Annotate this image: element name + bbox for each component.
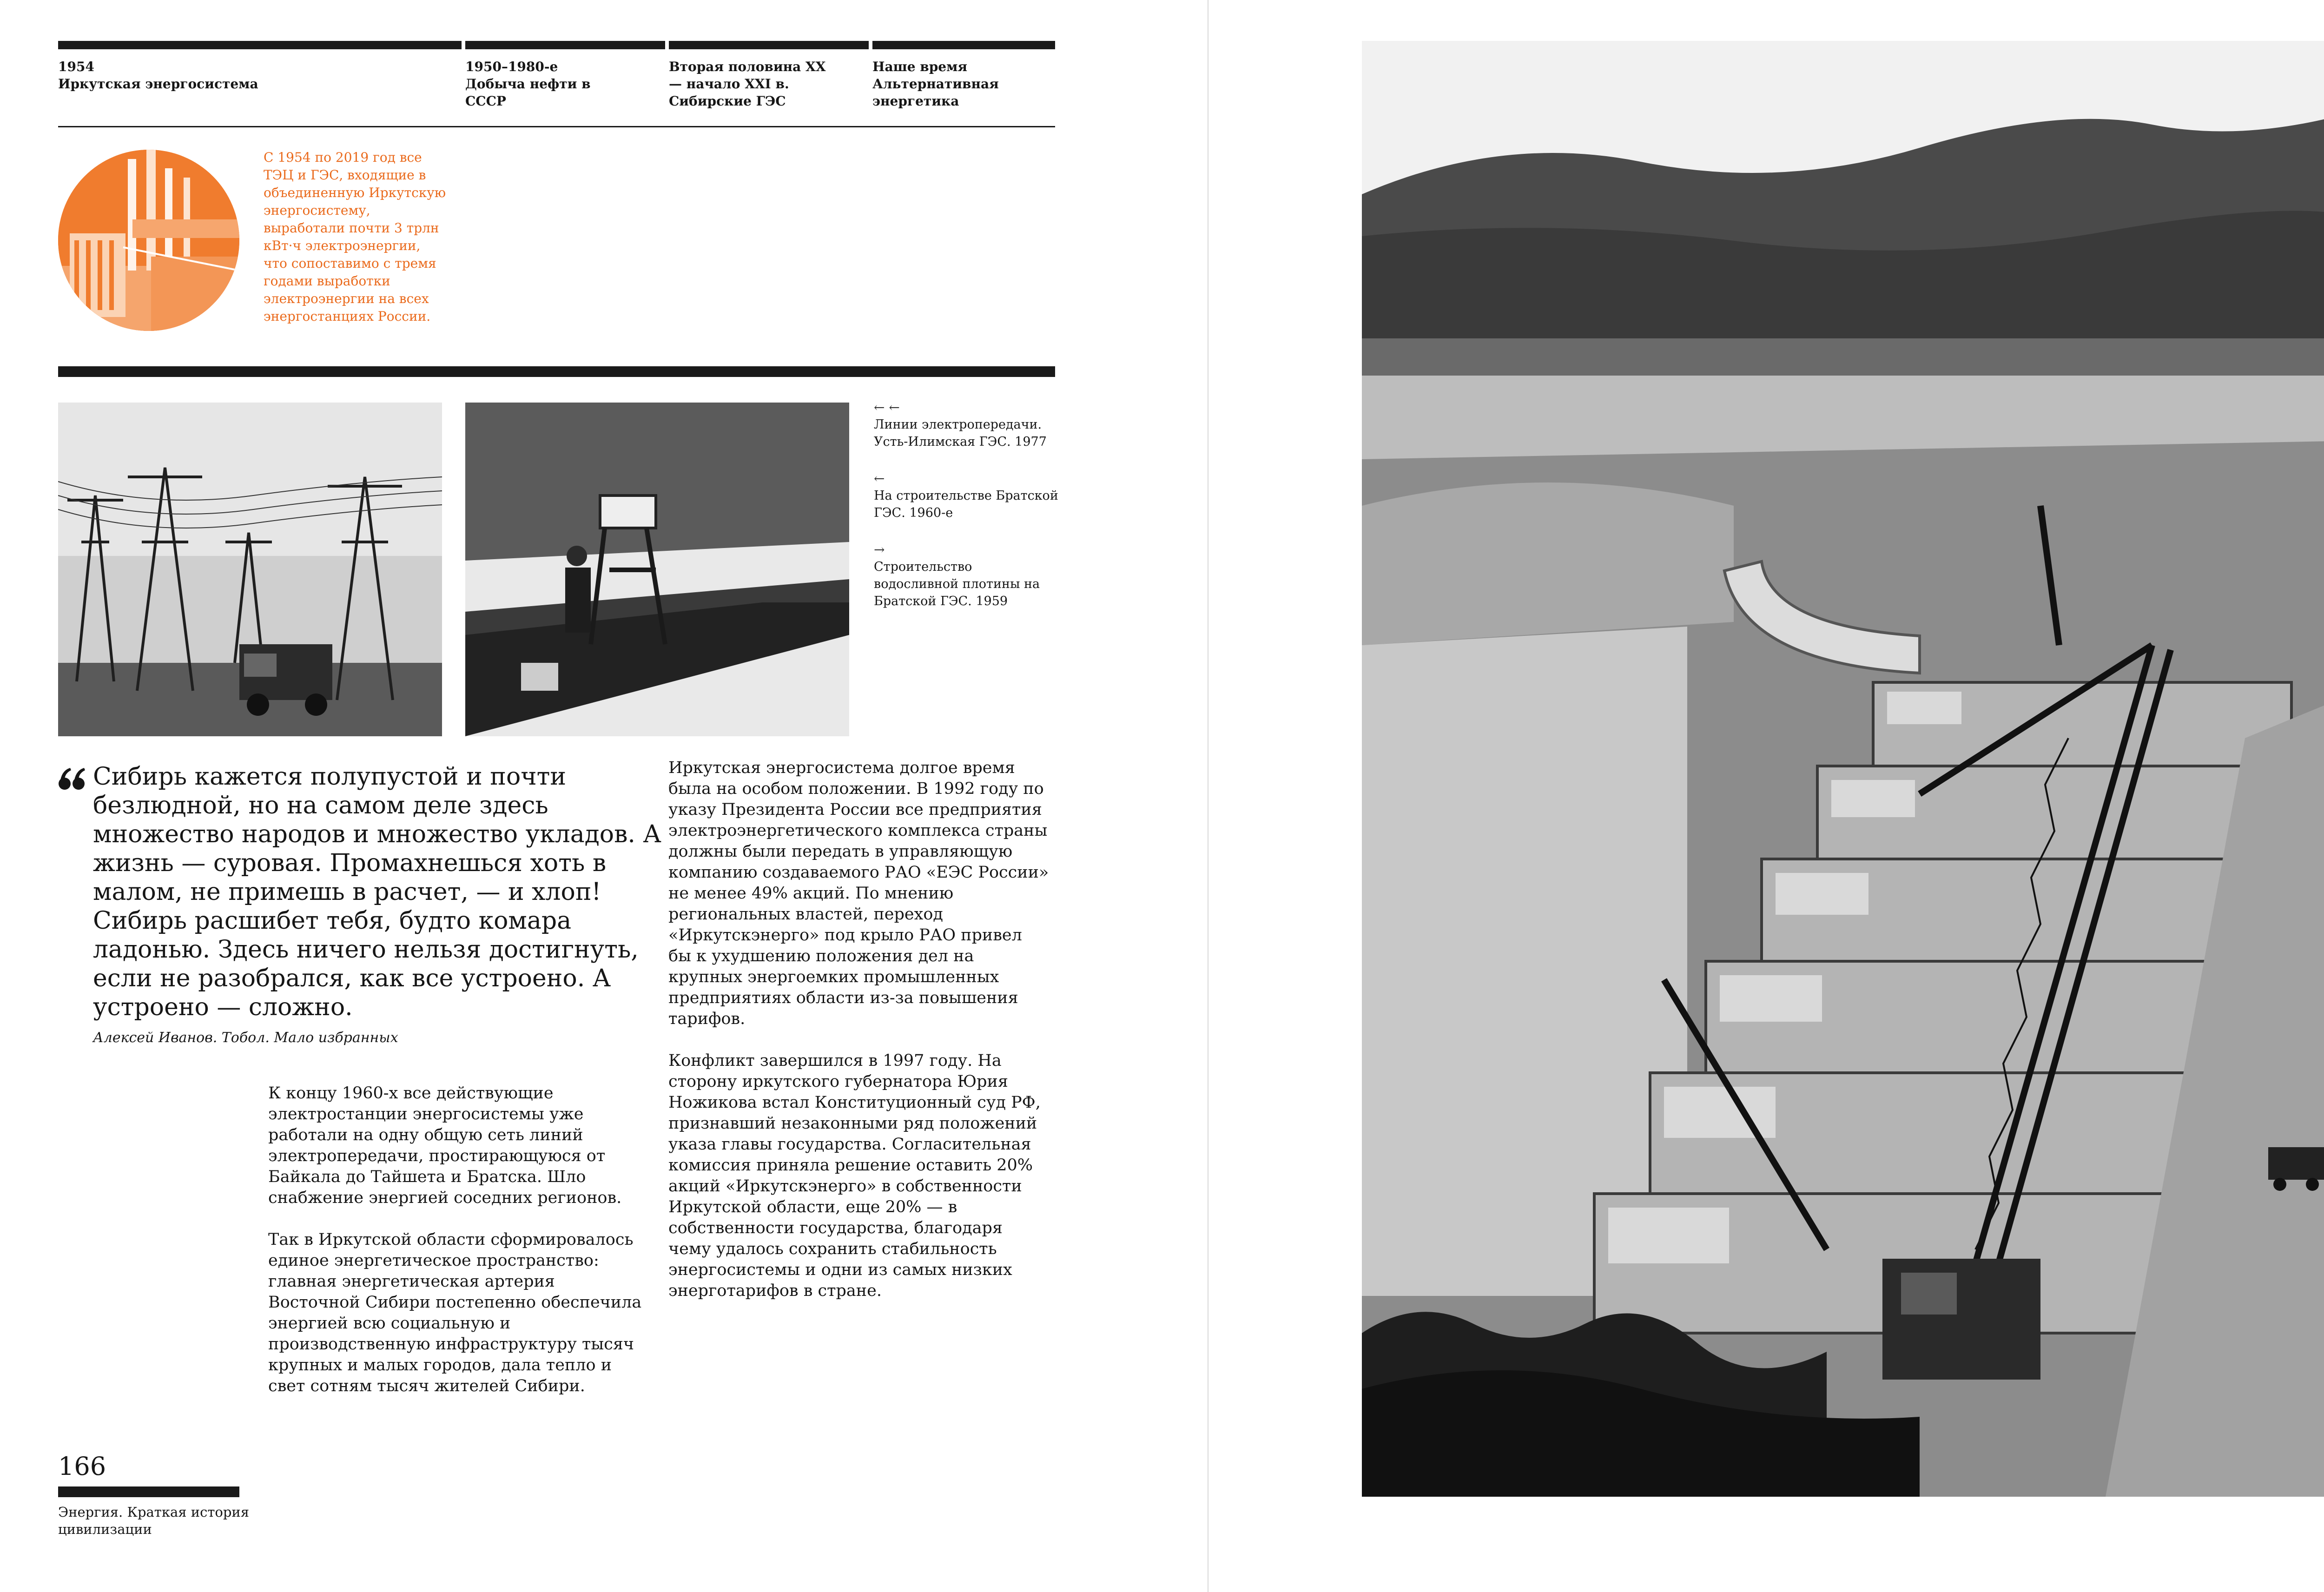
body-column-left bbox=[268, 1083, 645, 1418]
timeline-item-1 bbox=[58, 58, 453, 92]
photo-bratsk-dam-construction bbox=[1362, 41, 2324, 1497]
paragraph: Конфликт завершился в 1997 году. На сторону иркутского губернатора Юрия Ножикова встал Конституционный суд РФ, признавший незаконными ряд положений указа главы государства. Согласительная комиссия приняла решение оставить 20% акций «Иркутскэнерго» в собственности Иркутской области, еще 20% — в собственности государства, благодаря чему удалось сохранить стабильность энергосистемы и одни из самых низких энерготарифов в стране. bbox=[668, 1051, 1041, 1300]
caption-1 bbox=[874, 399, 1060, 450]
caption-text: Строительство водосливной плотины на Братской ГЭС. 1959 bbox=[874, 560, 1040, 608]
timeline-bar-2 bbox=[465, 41, 665, 49]
running-title: Энергия. Краткая история цивилизации bbox=[58, 1504, 250, 1537]
photo-captions bbox=[874, 399, 1060, 629]
timeline-year: Наше время bbox=[872, 59, 968, 74]
timeline-bar-4 bbox=[872, 41, 1055, 49]
section-divider bbox=[58, 366, 1055, 377]
photo-power-lines bbox=[58, 403, 442, 736]
caption-text: Линии электропередачи. Усть-Илимская ГЭС. 1977 bbox=[874, 417, 1047, 449]
timeline-label: Альтернативная энергетика bbox=[872, 76, 999, 109]
timeline-item-3 bbox=[669, 58, 841, 110]
quote-source: Алексей Иванов. Тобол. Мало избранных bbox=[93, 1030, 398, 1046]
photo-worker-at-dam bbox=[465, 403, 849, 736]
body-column-right bbox=[668, 758, 1050, 1322]
right-page bbox=[1208, 0, 2324, 1592]
timeline-item-2 bbox=[465, 58, 605, 110]
timeline-year: 1950–1980-е bbox=[465, 59, 558, 74]
timeline-item-4 bbox=[872, 58, 1012, 110]
timeline-year: Вторая половина XX — начало XXI в. bbox=[669, 59, 826, 92]
timeline-bar-1 bbox=[58, 41, 462, 49]
quote-mark-icon bbox=[58, 766, 85, 793]
stat-callout: С 1954 по 2019 год все ТЭЦ и ГЭС, входящие в объединенную Иркутскую энергосистему, выработали почти 3 трлн кВт·ч электроэнергии, что сопоставимо с тремя годами выработки электроэнергии на всех энергостанциях России. bbox=[264, 150, 446, 324]
caption-3 bbox=[874, 541, 1060, 610]
page-number: 166 bbox=[58, 1452, 106, 1481]
caption-text: На строительстве Братской ГЭС. 1960-е bbox=[874, 489, 1058, 520]
arrow-left-double-icon: ← ← bbox=[874, 400, 900, 415]
timeline-year: 1954 bbox=[58, 59, 94, 74]
timeline-label: Добыча нефти в СССР bbox=[465, 76, 591, 109]
timeline-label: Иркутская энергосистема bbox=[58, 76, 258, 92]
arrow-left-icon: ← bbox=[874, 471, 885, 486]
folio-bar bbox=[58, 1486, 239, 1497]
arrow-right-icon: → bbox=[874, 542, 885, 557]
power-plant-orange-image bbox=[58, 150, 239, 331]
caption-2 bbox=[874, 470, 1060, 522]
timeline-bar-3 bbox=[669, 41, 869, 49]
pull-quote: Сибирь кажется полупустой и почти безлюдной, но на самом деле здесь множество народов и множество укладов. А жизнь — суровая. Промахнешься хоть в малом, не примешь в расчет, — и хлоп! Сибирь расшибет тебя, будто комара ладонью. Здесь ничего нельзя достигнуть, если не разобрался, как все устроено. А устроено — сложно. bbox=[93, 763, 661, 1021]
paragraph: К концу 1960-х все действующие электростанции энергосистемы уже работали на одну общую сеть линий электропередачи, простирающуюся от Байкала до Тайшета и Братска. Шло снабжение энергией соседних регионов. bbox=[268, 1084, 622, 1207]
timeline-rule bbox=[58, 126, 1055, 127]
paragraph: Так в Иркутской области сформировалось единое энергетическое пространство: главная энергетическая артерия Восточной Сибири постепенно обеспечила энергией всю социальную и производственную инфраструктуру тысяч крупных и малых городов, дала тепло и свет сотням тысяч жителей Сибири. bbox=[268, 1230, 642, 1395]
paragraph: Иркутская энергосистема долгое время была на особом положении. В 1992 году по указу Президента России все предприятия электроэнергетического комплекса страны должны были передать в управляющую компанию создаваемого РАО «ЕЭС России» не менее 49% акций. По мнению региональных властей, переход «Иркутскэнерго» под крыло РАО привел бы к ухудшению положения дел на крупных энергоемких промышленных предприятиях области из-за повышения тарифов. bbox=[668, 759, 1049, 1028]
timeline-label: Сибирские ГЭС bbox=[669, 93, 786, 109]
